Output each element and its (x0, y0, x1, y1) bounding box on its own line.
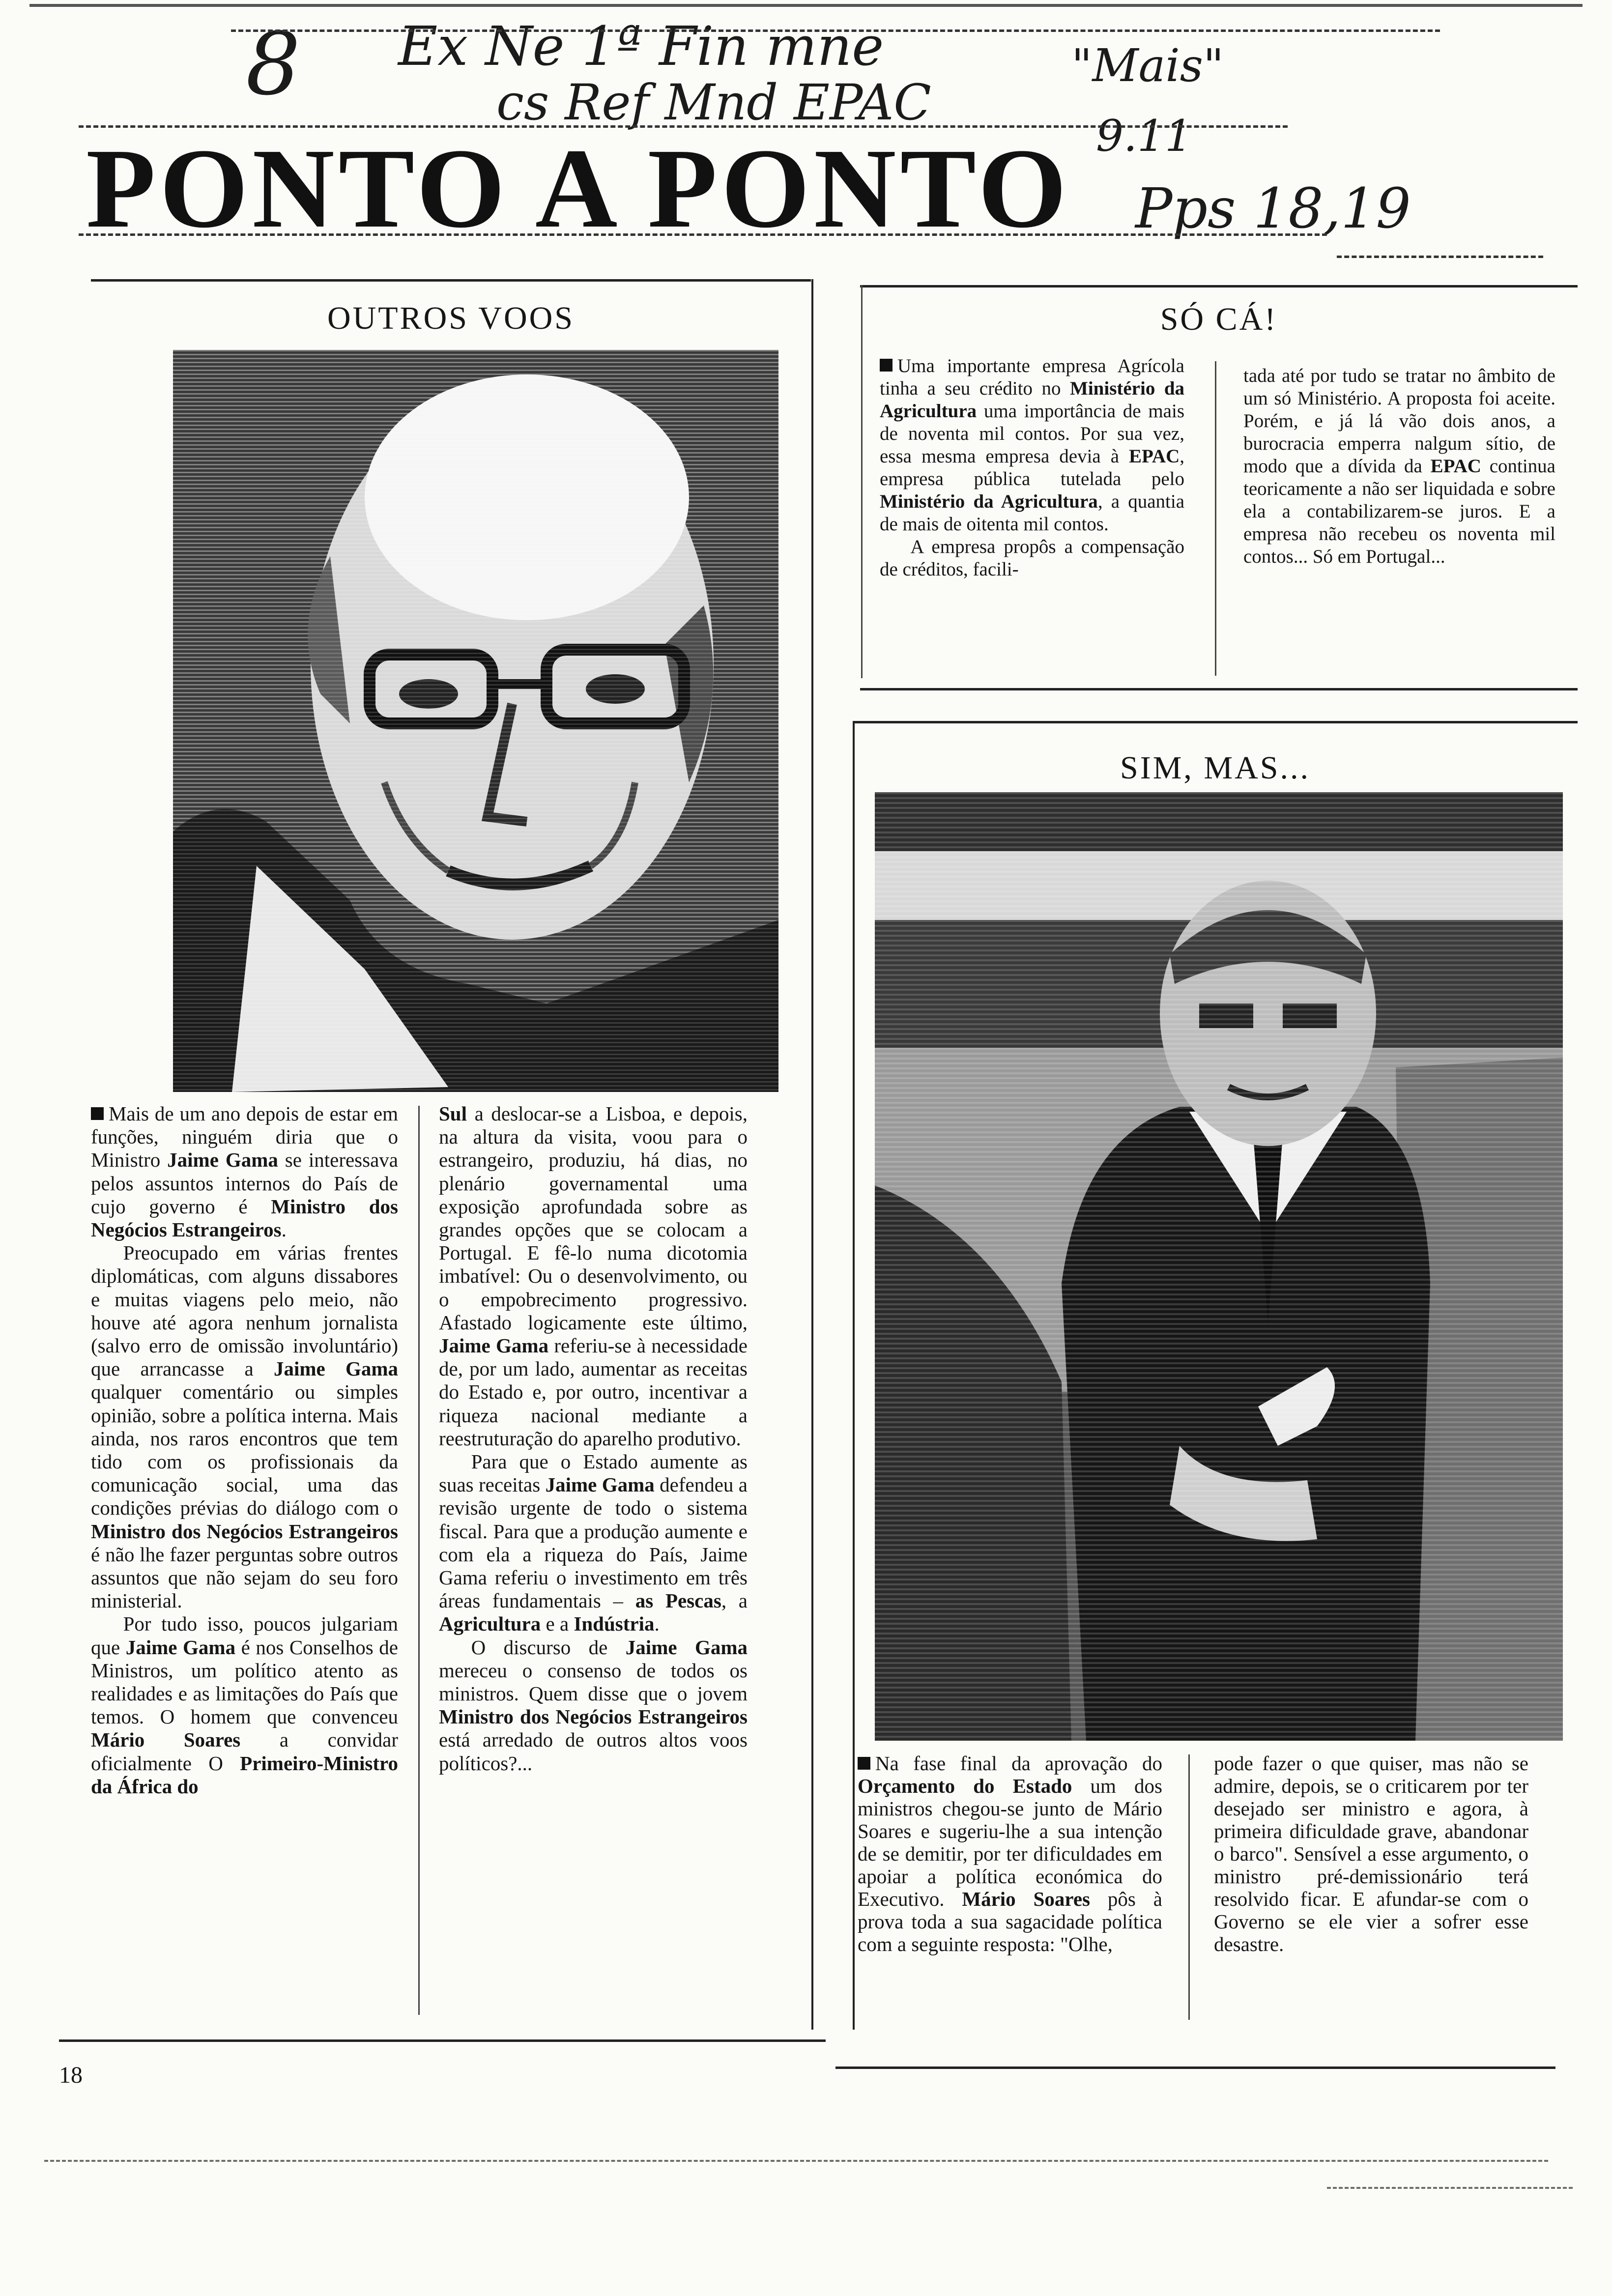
masthead-title: PONTO A PONTO (86, 125, 1071, 252)
sim-mas-column-2-text: pode fazer o que quiser, mas não se admire, depois, se o criticarem por ter desejado ser ministro e agora, à primeira dificuldade grave, abandonar o barco". Sensível a esse argumento, o ministro pré-demissionário terá resolvido ficar. E afundar-se com o Governo se ele vier a sofrer esse desastre. (1214, 1752, 1528, 1955)
paragraph: Para que o Estado aumente as suas receitas Jaime Gama defendeu a revisão urgente de todo o sistema fiscal. Para que a produção aumente e com ela a riqueza do País, Jaime Gama referiu o investimento em três áreas fundamentais – as Pescas, a Agricultura e a Indústria. (439, 1450, 748, 1636)
soares-image (875, 792, 1563, 1741)
paragraph: A empresa propôs a compensação de créditos, facili- (880, 536, 1184, 580)
so-ca-column-2-text: tada até por tudo se tratar no âmbito de um só Ministério. A proposta foi aceite. Porém, e já lá vão dois anos, a burocracia emperra nalgum sítio, de modo que a dívida da EPAC continua teoricamente a não ser liquidada e sobre ela a contabilizarem-se juros. E a empresa não recebeu os noventa mil contos... Só em Portugal... (1243, 365, 1555, 567)
so-ca-column-1-text: Uma importante empresa Agrícola tinha a seu crédito no Ministério da Agricultura uma importância de mais de noventa mil contos. Por sua vez, essa mesma empresa devia à EPAC, empresa pública tutelada pelo Ministério da Agricultura, a quantia de mais de oitenta mil contos. (880, 355, 1185, 535)
portrait-image (173, 350, 778, 1092)
handwritten-note-line1: Ex Ne 1ª Fin mne (398, 15, 884, 78)
sim-mas-top-rule (853, 721, 1578, 723)
handwritten-ref-number: 9.11 (1096, 111, 1192, 161)
bullet-square-icon (91, 1107, 104, 1120)
sim-mas-left-rule (853, 721, 855, 2030)
outros-voos-column-1 (91, 1102, 398, 1798)
paragraph: Preocupado em várias frentes diplomáticas, com alguns dissabores e muitas viagens pelo meio, não houve até agora nenhum jornalista (salvo erro de omissão involuntário) que arrancasse a Jaime Gama qualquer comentário ou simples opinião, sobre a política interna. Mais ainda, nos raros encontros que tem tido com os profissionais da comunicação social, uma das condições prévias do diálogo com o Ministro dos Negócios Estrangeiros é não lhe fazer perguntas sobre outros assuntos que não sejam do seu foro ministerial. (91, 1241, 398, 1612)
sim-mas-column-2 (1214, 1752, 1528, 1955)
outros-voos-column-2-text: Sul a deslocar-se a Lisboa, e depois, na altura da visita, voou para o estrangeiro, produziu, há dias, no plenário governamental uma exposição aprofundada sobre as grandes opções que se colocam a Portugal. E fê-lo numa dicotomia imbatível: Ou o desenvolvimento, ou o empobrecimento progressivo. Afastado logicamente este último, Jaime Gama referiu-se à necessidade de, por um lado, aumentar as receitas do Estado e, por outro, incentivar a riqueza nacional mediante a reestruturação do aparelho produtivo. (439, 1102, 748, 1450)
so-ca-left-rule (861, 285, 863, 678)
sim-mas-column-1 (858, 1752, 1162, 1955)
sim-mas-title: SIM, MAS... (1120, 750, 1310, 786)
so-ca-column-1 (880, 355, 1184, 581)
sim-mas-column-divider (1188, 1754, 1190, 2020)
paragraph: Por tudo isso, poucos julgariam que Jaime Gama é nos Conselhos de Ministros, um político atento as realidades e as limitações do País que temos. O homem que convenceu Mário Soares a convidar oficialmente O Primeiro-Ministro da África do (91, 1612, 399, 1798)
handwritten-number: 8 (246, 15, 301, 115)
so-ca-top-rule (860, 285, 1578, 287)
so-ca-bottom-rule (860, 688, 1578, 690)
footer-dashed-rule (44, 2160, 1548, 2162)
handwritten-pages: Pps 18,19 (1135, 177, 1411, 241)
outros-voos-column-divider (418, 1106, 420, 2015)
bullet-square-icon (858, 1757, 870, 1770)
top-dashed-rule (231, 29, 1440, 32)
handwritten-quote: "Mais" (1071, 39, 1224, 92)
outros-voos-right-rule (811, 279, 813, 2030)
outros-voos-top-rule (91, 279, 811, 282)
mario-soares-photo (875, 792, 1563, 1741)
page-number: 18 (59, 2062, 83, 2088)
handwritten-note-line2: cs Ref Mnd EPAC (496, 74, 931, 131)
outros-voos-column-1-text: Mais de um ano depois de estar em funções, ninguém diria que o Ministro Jaime Gama se interessava pelos assuntos internos do País de cujo governo é Ministro dos Negócios Estrangeiros. (91, 1102, 398, 1241)
so-ca-column-2 (1243, 365, 1555, 568)
footer-dashed-rule-2 (1327, 2187, 1573, 2189)
so-ca-title: SÓ CÁ! (1160, 301, 1278, 337)
bottom-rule-right (835, 2066, 1555, 2069)
outros-voos-title: OUTROS VOOS (327, 300, 575, 336)
top-rule (29, 4, 1583, 7)
sim-mas-column-1-text: Na fase final da aprovação do Orçamento do Estado um dos ministros chegou-se junto de Mário Soares e sugeriu-lhe a sua intenção de se demitir, por ter dificuldades em apoiar a política económica do Executivo. Mário Soares pôs à prova toda a sua sagacidade política com a seguinte resposta: "Olhe, (858, 1752, 1162, 1955)
paragraph: O discurso de Jaime Gama mereceu o consenso de todos os ministros. Quem disse que o jovem Ministro dos Negócios Estrangeiros está arredado de outros altos voos políticos?... (439, 1636, 748, 1775)
so-ca-column-divider (1215, 361, 1216, 676)
jaime-gama-portrait (173, 350, 778, 1092)
outros-voos-column-2 (439, 1102, 748, 1775)
bullet-square-icon (880, 359, 892, 372)
masthead-dashed-rule-right (1337, 256, 1543, 258)
bottom-rule-left (59, 2039, 826, 2042)
